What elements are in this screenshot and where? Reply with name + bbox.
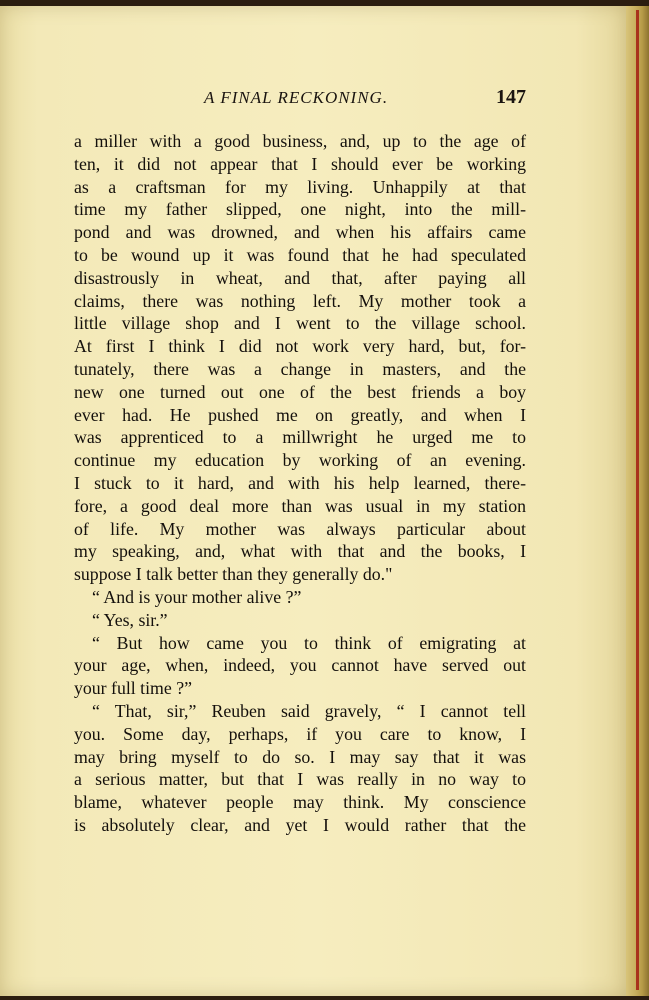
text-line: your full time ?” — [74, 678, 193, 699]
body-text — [74, 130, 526, 837]
text-line: continue my education by working of an evening. — [74, 450, 526, 471]
text-line: “ Yes, sir.” — [92, 609, 168, 630]
text-line: your age, when, indeed, you cannot have served out — [74, 655, 526, 676]
text-line: I stuck to it hard, and with his help learned, there- — [74, 472, 526, 493]
text-line: a miller with a good business, and, up to the age of — [74, 131, 526, 151]
book-spine-line — [636, 10, 639, 990]
text-line: new one turned out one of the best friends a boy — [74, 381, 526, 402]
text-line: fore, a good deal more than was usual in my station — [74, 495, 526, 516]
text-line: ten, it did not appear that I should ever be working — [74, 153, 526, 174]
text-line: claims, there was nothing left. My mother took a — [74, 290, 526, 311]
text-line: may bring myself to do so. I may say that it was — [74, 746, 526, 767]
text-line: disastrously in wheat, and that, after paying all — [74, 267, 526, 288]
text-line: a serious matter, but that I was really in no way to — [74, 769, 526, 790]
page-number: 147 — [496, 86, 526, 108]
text-line: tunately, there was a change in masters, and the — [74, 358, 526, 379]
text-line: you. Some day, perhaps, if you care to know, I — [74, 723, 526, 744]
text-line: is absolutely clear, and yet I would rather that the — [74, 814, 526, 835]
running-title: A FINAL RECKONING. — [204, 88, 389, 107]
text-line: to be wound up it was found that he had speculated — [74, 244, 526, 265]
text-line: was apprenticed to a millwright he urged me to — [74, 427, 526, 448]
text-line: little village shop and I went to the village school. — [74, 313, 526, 334]
text-line: my speaking, and, what with that and the books, I — [74, 541, 526, 562]
text-line: as a craftsman for my living. Unhappily at that — [74, 176, 526, 197]
page-header — [74, 88, 526, 114]
text-line: “ And is your mother alive ?” — [92, 586, 302, 607]
text-line: “ That, sir,” Reuben said gravely, “ I cannot tell — [92, 700, 526, 721]
text-line: time my father slipped, one night, into the mill- — [74, 199, 526, 220]
text-line: At first I think I did not work very hard, but, for- — [74, 336, 526, 357]
text-line: “ But how came you to think of emigrating at — [92, 632, 526, 653]
text-line: suppose I talk better than they generally do." — [74, 564, 393, 585]
text-line: ever had. He pushed me on greatly, and when I — [74, 404, 526, 425]
text-line: of life. My mother was always particular about — [74, 518, 526, 539]
text-line: pond and was drowned, and when his affairs came — [74, 222, 526, 243]
text-line: blame, whatever people may think. My conscience — [74, 792, 526, 813]
